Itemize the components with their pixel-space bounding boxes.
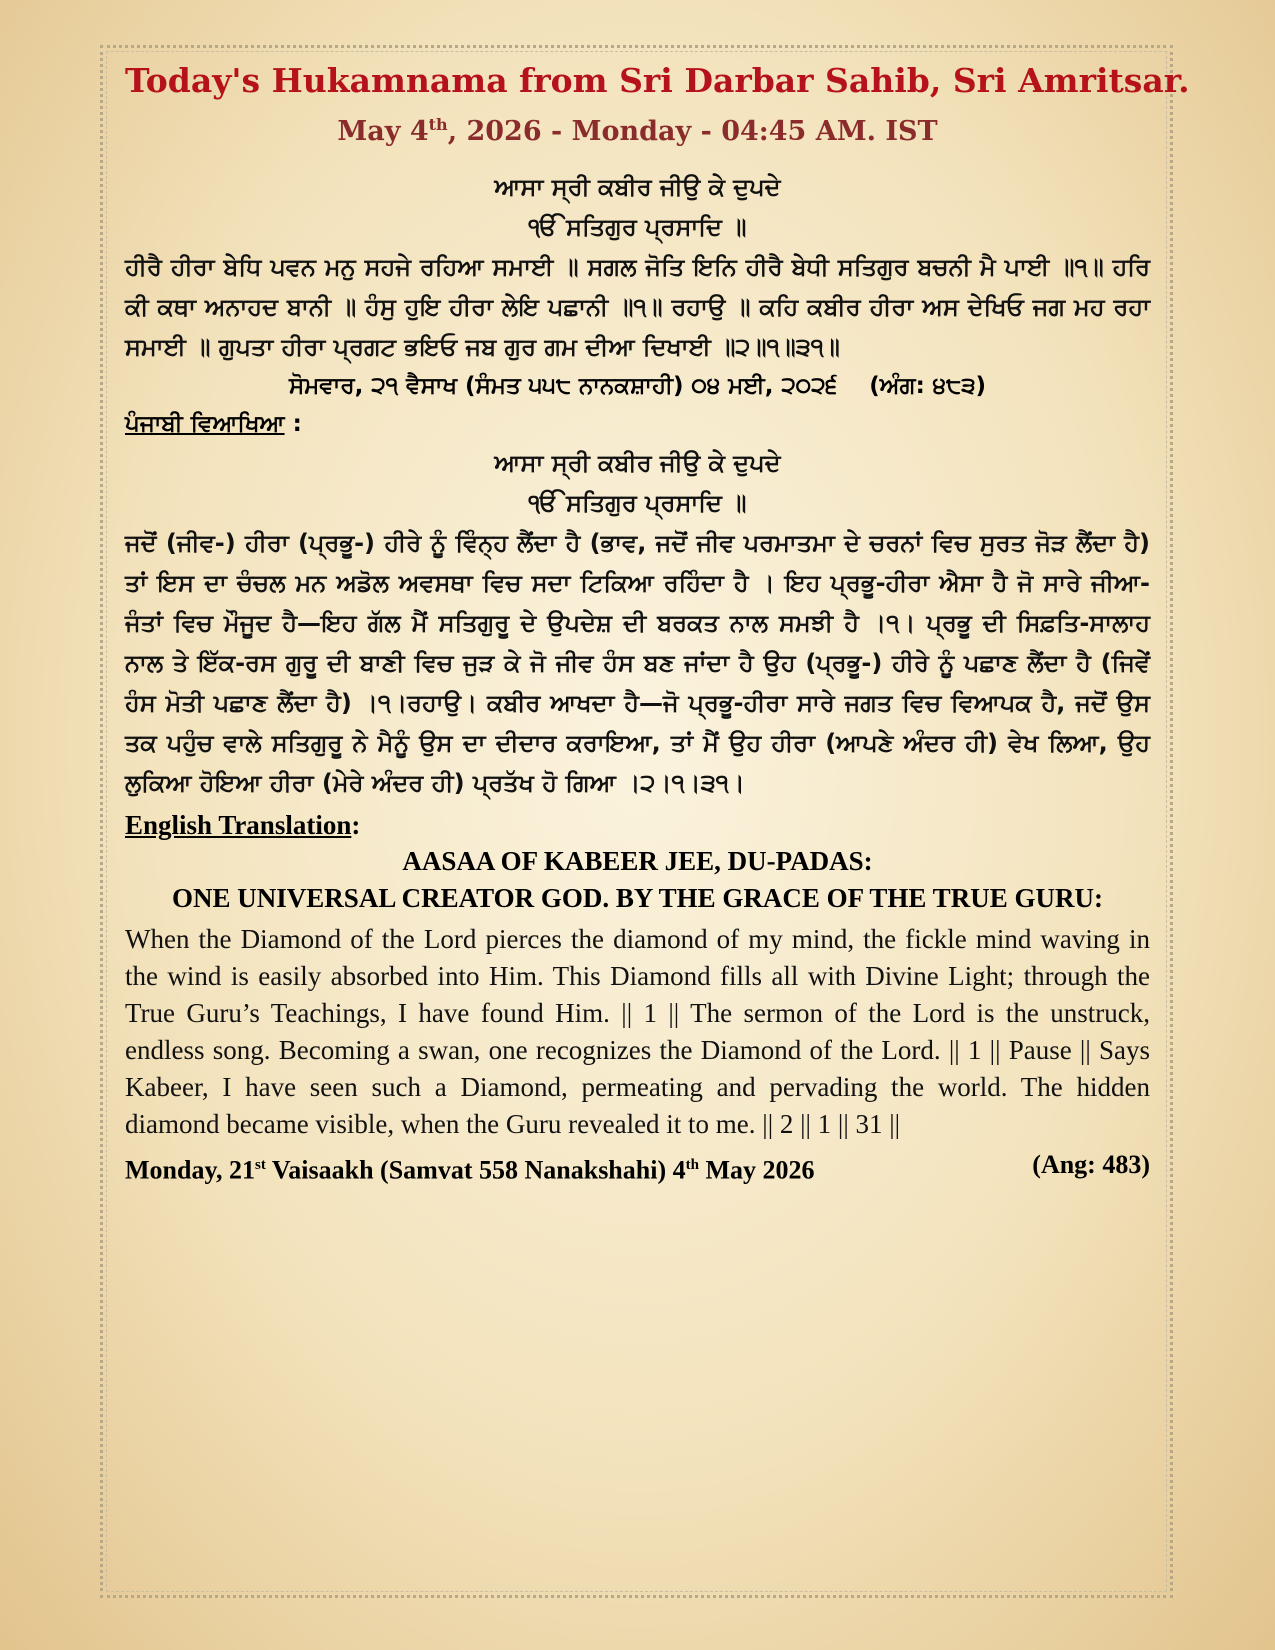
english-date-sup1: st xyxy=(255,1157,266,1173)
punjabi-explanation-colon: : xyxy=(284,411,302,437)
date-day: May 4 xyxy=(337,116,429,147)
gurmukhi-date: ਸੋਮਵਾਰ, ੨੧ ਵੈਸਾਖ (ਸੰਮਤ ੫੫੮ ਨਾਨਕਸ਼ਾਹੀ) ੦੪ ਮਈ, ੨੦੨੬ xyxy=(288,373,838,399)
gurmukhi-verse: ਹੀਰੈ ਹੀਰਾ ਬੇਧਿ ਪਵਨ ਮਨੁ ਸਹਜੇ ਰਹਿਆ ਸਮਾਈ ॥ ਸਗਲ ਜੋਤਿ ਇਨਿ ਹੀਰੈ ਬੇਧੀ ਸਤਿਗੁਰ ਬਚਨੀ ਮੈ ਪਾਈ ॥੧॥ ਹਰਿ ਕੀ ਕਥਾ ਅਨਾਹਦ ਬਾਨੀ ॥ ਹੰਸੁ ਹੁਇ ਹੀਰਾ ਲੇਇ ਪਛਾਨੀ ॥੧॥ ਰਹਾਉ ॥ ਕਹਿ ਕਬੀਰ ਹੀਰਾ ਅਸ ਦੇਖਿਓ ਜਗ ਮਹ ਰਹਾ ਸਮਾਈ ॥ ਗੁਪਤਾ ਹੀਰਾ ਪ੍ਰਗਟ ਭਇਓ ਜਬ ਗੁਰ ਗਮ ਦੀਆ ਦਿਖਾਈ ॥੨॥੧॥੩੧॥ xyxy=(125,253,1150,361)
punjabi-explanation-label: ਪੰਜਾਬੀ ਵਿਆਖਿਆ xyxy=(125,411,285,437)
english-date-sup2: th xyxy=(685,1157,699,1173)
english-date-line xyxy=(125,1147,1150,1189)
english-date-b: Vaisaakh (Samvat 558 Nanakshahi) 4 xyxy=(265,1155,686,1185)
punjabi-explanation-body: ਜਦੋਂ (ਜੀਵ-) ਹੀਰਾ (ਪ੍ਰਭੂ-) ਹੀਰੇ ਨੂੰ ਵਿੰਨ੍ਹ ਲੈਂਦਾ ਹੈ (ਭਾਵ, ਜਦੋਂ ਜੀਵ ਪਰਮਾਤਮਾ ਦੇ ਚਰਨਾਂ ਵਿਚ ਸੁਰਤ ਜੋੜ ਲੈਂਦਾ ਹੈ) ਤਾਂ ਇਸ ਦਾ ਚੰਚਲ ਮਨ ਅਡੋਲ ਅਵਸਥਾ ਵਿਚ ਸਦਾ ਟਿਕਿਆ ਰਹਿੰਦਾ ਹੈ । ਇਹ ਪ੍ਰਭੂ-ਹੀਰਾ ਐਸਾ ਹੈ ਜੋ ਸਾਰੇ ਜੀਆ-ਜੰਤਾਂ ਵਿਚ ਮੌਜੂਦ ਹੈ—ਇਹ ਗੱਲ ਮੈਂ ਸਤਿਗੁਰੂ ਦੇ ਉਪਦੇਸ਼ ਦੀ ਬਰਕਤ ਨਾਲ ਸਮਝੀ ਹੈ ।੧। ਪ੍ਰਭੂ ਦੀ ਸਿਫ਼ਤਿ-ਸਾਲਾਹ ਨਾਲ ਤੇ ਇੱਕ-ਰਸ ਗੁਰੂ ਦੀ ਬਾਣੀ ਵਿਚ ਜੁੜ ਕੇ ਜੋ ਜੀਵ ਹੰਸ ਬਣ ਜਾਂਦਾ ਹੈ ਉਹ (ਪ੍ਰਭੂ-) ਹੀਰੇ ਨੂੰ ਪਛਾਣ ਲੈਂਦਾ ਹੈ (ਜਿਵੇਂ ਹੰਸ ਮੋਤੀ ਪਛਾਣ ਲੈਂਦਾ ਹੈ) ।੧।ਰਹਾਉ। ਕਬੀਰ ਆਖਦਾ ਹੈ—ਜੋ ਪ੍ਰਭੂ-ਹੀਰਾ ਸਾਰੇ ਜਗਤ ਵਿਚ ਵਿਆਪਕ ਹੈ, ਜਦੋਂ ਉਸ ਤਕ ਪਹੁੰਚ ਵਾਲੇ ਸਤਿਗੁਰੂ ਨੇ ਮੈਨੂੰ ਉਸ ਦਾ ਦੀਦਾਰ ਕਰਾਇਆ, ਤਾਂ ਮੈਂ ਉਹ ਹੀਰਾ (ਆਪਣੇ ਅੰਦਰ ਹੀ) ਵੇਖ ਲਿਆ, ਉਹ ਲੁਕਿਆ ਹੋਇਆ ਹੀਰਾ (ਮੇਰੇ ਅੰਦਰ ਹੀ) ਪ੍ਰਤੱਖ ਹੋ ਗਿਆ ।੨।੧।੩੧। xyxy=(125,529,1150,797)
page-title: Today's Hukamnama from Sri Darbar Sahib, Sri Amritsar. xyxy=(125,61,1190,100)
english-subheading: ONE UNIVERSAL CREATOR GOD. BY THE GRACE OF THE TRUE GURU: xyxy=(172,883,1103,913)
explanation-mool-mantar: ੴ ਸਤਿਗੁਰ ਪ੍ਰਸਾਦਿ ॥ xyxy=(528,489,747,517)
gurmukhi-mool-mantar: ੴ ਸਤਿਗੁਰ ਪ੍ਰਸਾਦਿ ॥ xyxy=(528,213,747,241)
date-suffix: th xyxy=(428,115,448,134)
english-heading: AASAA OF KABEER JEE, DU-PADAS: xyxy=(402,846,873,876)
english-date-c: May 2026 xyxy=(698,1155,815,1185)
english-translation-body: When the Diamond of the Lord pierces the diamond of my mind, the fickle mind waving in the wind is easily absorbed into Him. This Diamond fills all with Divine Light; through the True Guru’s Teachings, I have found Him. || 1 || The sermon of the Lord is the unstruck, endless song. Becoming a swan, one recognizes the Diamond of the Lord. || 1 || Pause || Says Kabeer, I have seen such a Diamond, permeating and pervading the world. The hidden diamond became visible, when the Guru revealed it to me. || 2 || 1 || 31 || xyxy=(125,924,1150,1139)
gurmukhi-date-line xyxy=(125,367,1150,405)
date-rest: , 2026 - Monday - 04:45 AM. IST xyxy=(447,116,938,147)
gurmukhi-ang: (ਅੰਗ: ੪੮੩) xyxy=(869,373,987,399)
page-date-time xyxy=(125,104,1150,153)
english-ang: (Ang: 483) xyxy=(1032,1150,1150,1179)
gurmukhi-heading: ਆਸਾ ਸ੍ਰੀ ਕਬੀਰ ਜੀਉ ਕੇ ਦੁਪਦੇ xyxy=(494,173,781,201)
english-translation-heading xyxy=(125,807,1150,843)
english-date-a: Monday, 21 xyxy=(125,1155,256,1185)
explanation-heading: ਆਸਾ ਸ੍ਰੀ ਕਬੀਰ ਜੀਉ ਕੇ ਦੁਪਦੇ xyxy=(494,449,781,477)
hukamnama-document xyxy=(125,58,1190,1189)
english-translation-label: English Translation xyxy=(125,810,352,840)
punjabi-explanation-heading xyxy=(125,405,1150,443)
english-translation-colon: : xyxy=(351,810,361,840)
